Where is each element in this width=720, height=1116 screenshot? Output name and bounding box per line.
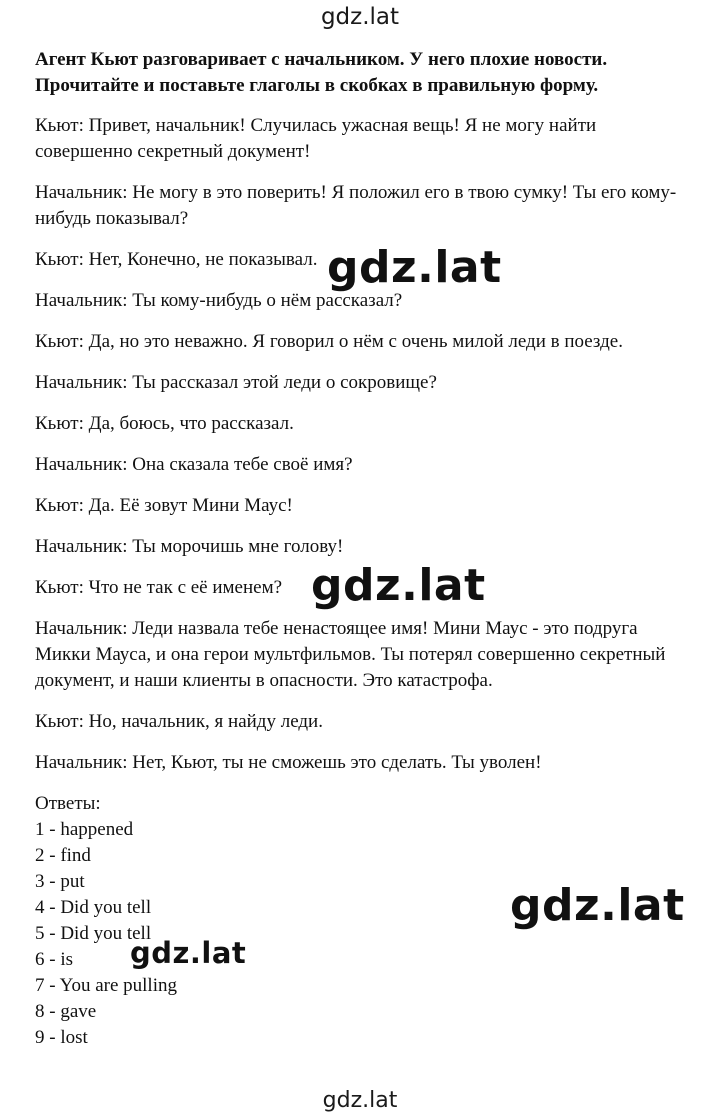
dialogue-line: Начальник: Она сказала тебе своё имя? (35, 454, 353, 475)
answer-item: 5 - Did you tell (35, 923, 152, 944)
answer-item: 2 - find (35, 845, 91, 866)
answers-heading: Ответы: (35, 793, 101, 814)
dialogue-line: Начальник: Не могу в это поверить! Я положил его в твою сумку! Ты его кому-нибудь показывал? (35, 182, 677, 229)
dialogue-line: Кьют: Да, но это неважно. Я говорил о нём с очень милой леди в поезде. (35, 331, 623, 352)
site-header-label: gdz.lat (320, 4, 400, 30)
dialogue-line: Начальник: Ты кому-нибудь о нём рассказал? (35, 290, 403, 311)
dialogue-line: Кьют: Привет, начальник! Случилась ужасная вещь! Я не могу найти совершенно секретный документ! (35, 115, 597, 162)
answer-item: 8 - gave (35, 1001, 97, 1022)
dialogue-line: Кьют: Что не так с её именем? (35, 577, 283, 598)
watermark: gdz.lat (130, 936, 247, 970)
answers-list (35, 817, 685, 1051)
instruction-line-2: Прочитайте и поставьте глаголы в скобках в правильную форму. (35, 75, 599, 96)
watermark: gdz.lat (510, 880, 685, 931)
dialogue-line: Начальник: Нет, Кьют, ты не сможешь это сделать. Ты уволен! (35, 752, 542, 773)
dialogue-line: Начальник: Леди назвала тебе ненастоящее имя! Мини Маус - это подруга Микки Мауса, и она герои мультфильмов. Ты потерял совершенно секретный документ, и наши клиенты в опасности. Это катастрофа. (35, 618, 666, 691)
answer-item: 4 - Did you tell (35, 897, 152, 918)
task-instruction (35, 47, 685, 99)
dialogue-line: Кьют: Да. Её зовут Мини Маус! (35, 495, 293, 516)
answer-item: 7 - You are pulling (35, 975, 177, 996)
instruction-line-1: Агент Кьют разговаривает с начальником. У него плохие новости. (35, 49, 608, 70)
watermark: gdz.lat (327, 242, 502, 293)
dialogue-line: Начальник: Ты рассказал этой леди о сокровище? (35, 372, 437, 393)
watermark: gdz.lat (311, 560, 486, 611)
dialogue-line: Начальник: Ты морочишь мне голову! (35, 536, 344, 557)
answer-item: 3 - put (35, 871, 85, 892)
answer-item: 9 - lost (35, 1027, 88, 1048)
dialogue-line: Кьют: Но, начальник, я найду леди. (35, 711, 323, 732)
answer-item: 1 - happened (35, 819, 134, 840)
dialogue-line: Кьют: Нет, Конечно, не показывал. (35, 249, 318, 270)
site-footer-label: gdz.lat (322, 1088, 398, 1113)
dialogue-line: Кьют: Да, боюсь, что рассказал. (35, 413, 294, 434)
answer-item: 6 - is (35, 949, 73, 970)
